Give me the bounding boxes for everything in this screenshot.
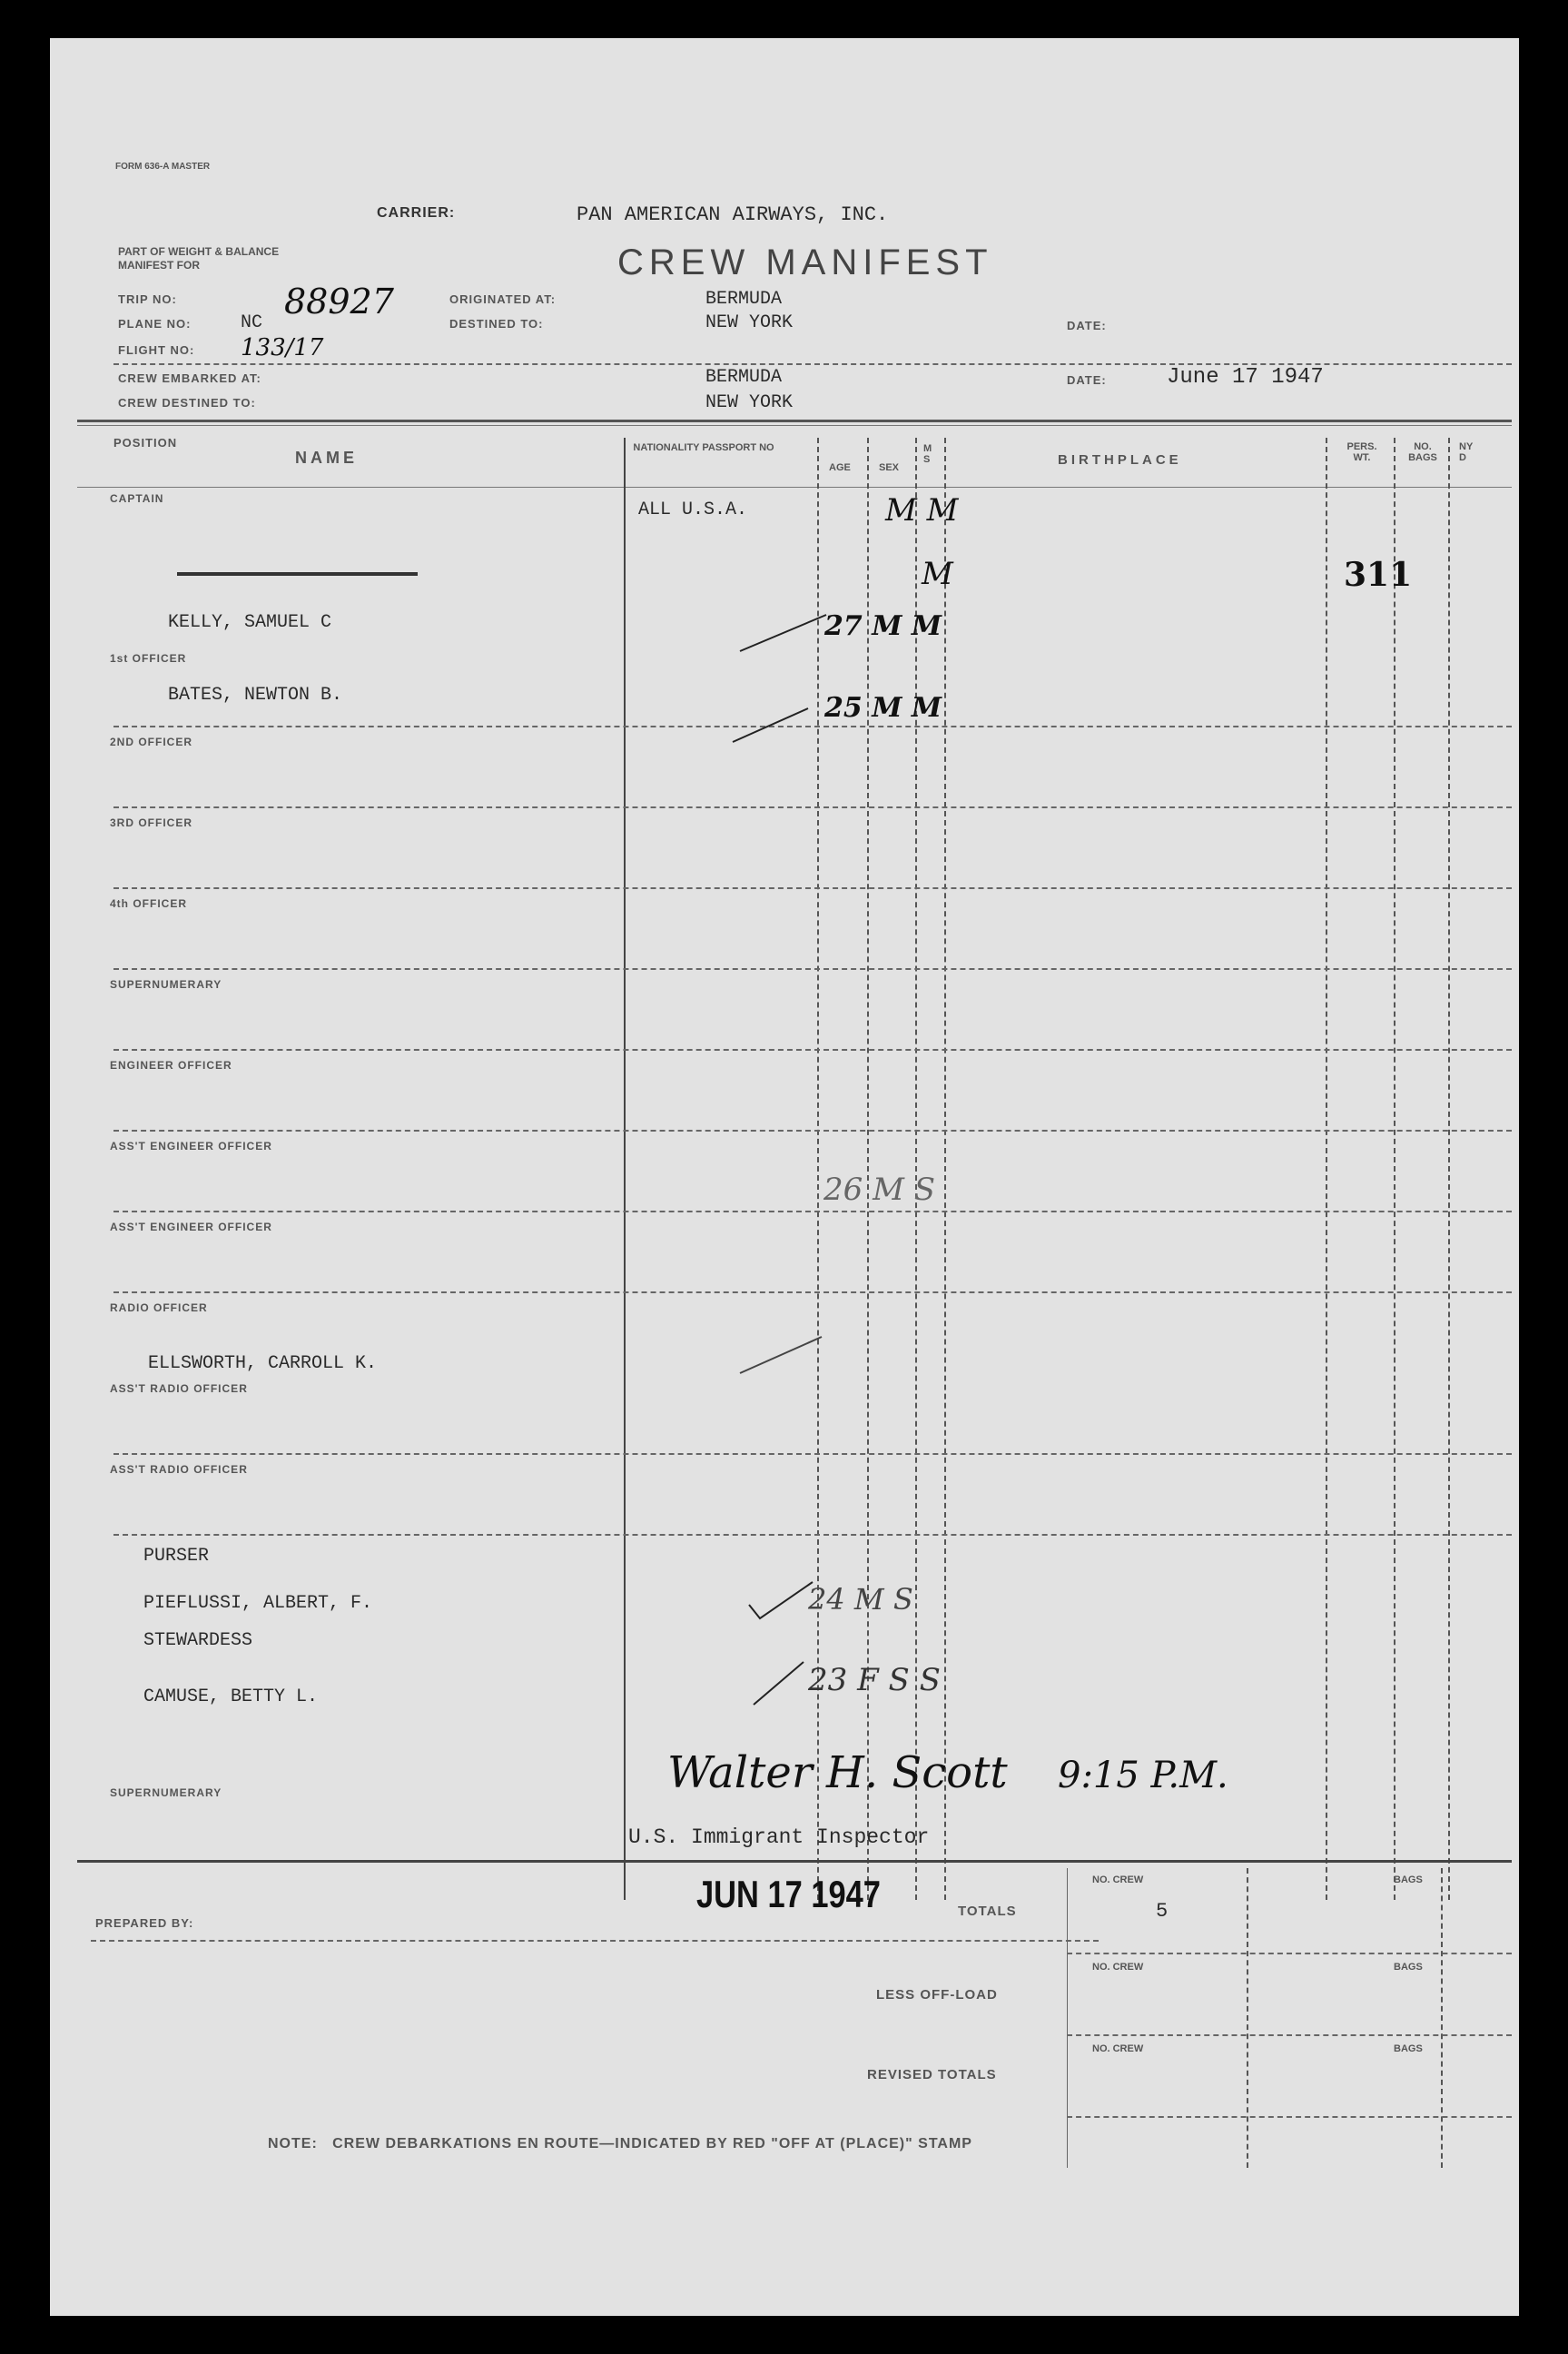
- pers-wt-total: 311: [1344, 556, 1413, 594]
- less-offload-label: LESS OFF-LOAD: [876, 1987, 998, 2003]
- stewardess-name: CAMUSE, BETTY L.: [143, 1686, 319, 1707]
- captain-name: KELLY, SAMUEL C: [168, 612, 332, 633]
- plane-value: NC: [241, 312, 263, 333]
- strike-line: [177, 572, 418, 576]
- destined-label: DESTINED TO:: [449, 317, 544, 331]
- pos-supernumerary: SUPERNUMERARY: [110, 978, 222, 991]
- stewardess-check: [740, 1655, 849, 1718]
- no-crew-label-3: NO. CREW: [1092, 2043, 1144, 2054]
- table-top-border: [77, 420, 1512, 422]
- inspector-signature: Walter H. Scott: [667, 1747, 1008, 1798]
- captain-mark-2: M: [922, 556, 953, 592]
- totals-row-line: [1067, 1953, 1512, 1954]
- captain-mark: M M: [885, 492, 959, 529]
- col-sex: SEX: [879, 462, 900, 473]
- col-divider-bags: [1448, 438, 1450, 1900]
- pos-third: 3RD OFFICER: [110, 816, 193, 829]
- row-line: [113, 1453, 1512, 1455]
- nationality-all: ALL U.S.A.: [638, 499, 748, 520]
- offload-row-line: [1067, 2034, 1512, 2036]
- pos-asst-radio-1: ASS'T RADIO OFFICER: [110, 1382, 248, 1395]
- signature-time: 9:15 P.M.: [1058, 1755, 1228, 1796]
- crew-destined-value: NEW YORK: [705, 392, 794, 413]
- row-line: [113, 1211, 1512, 1212]
- date-label: DATE:: [1067, 319, 1107, 332]
- carrier-value: PAN AMERICAN AIRWAYS, INC.: [577, 203, 889, 226]
- col-name: NAME: [295, 449, 358, 467]
- bags-label-3: BAGS: [1394, 2043, 1423, 2054]
- originated-value: BERMUDA: [705, 289, 783, 310]
- part-of-label: PART OF WEIGHT & BALANCE: [118, 245, 280, 258]
- first-officer-age-sex: 25 M M: [824, 692, 942, 724]
- col-position: POSITION: [113, 436, 178, 450]
- radio-check: [731, 1328, 840, 1382]
- originated-label: ORIGINATED AT:: [449, 292, 557, 306]
- bags-label-1: BAGS: [1394, 1874, 1423, 1885]
- pos-asst-engineer-2: ASS'T ENGINEER OFFICER: [110, 1221, 272, 1233]
- totals-box-left: [1067, 1868, 1068, 2168]
- no-crew-label-2: NO. CREW: [1092, 1962, 1144, 1973]
- pos-asst-engineer-1: ASS'T ENGINEER OFFICER: [110, 1140, 272, 1152]
- col-ms: M S: [923, 443, 932, 465]
- crew-total: 5: [1156, 1900, 1169, 1923]
- received-stamp: JUN 17 1947: [696, 1873, 881, 1915]
- row-line: [113, 1534, 1512, 1536]
- purser-check: [740, 1573, 849, 1637]
- radio-officer-name: ELLSWORTH, CARROLL K.: [148, 1353, 378, 1374]
- col-age: AGE: [829, 462, 851, 473]
- prepared-by-label: PREPARED BY:: [95, 1916, 194, 1930]
- captain-age-sex: 27 M M: [824, 610, 942, 642]
- row-line: [113, 1130, 1512, 1132]
- flight-value: 133/17: [241, 334, 324, 361]
- col-nationality: NATIONALITY PASSPORT NO: [633, 442, 774, 453]
- manifest-page: [50, 38, 1519, 2316]
- pos-engineer: ENGINEER OFFICER: [110, 1059, 232, 1072]
- totals-box-right: [1441, 1868, 1443, 2168]
- plane-label: PLANE NO:: [118, 317, 192, 331]
- purser-label: PURSER: [143, 1546, 210, 1567]
- no-crew-label-1: NO. CREW: [1092, 1874, 1144, 1885]
- col-pers-wt: PERS. WT.: [1346, 441, 1377, 463]
- first-officer-name: BATES, NEWTON B.: [168, 685, 343, 706]
- table-bottom-border: [77, 1860, 1512, 1863]
- stewardess-age-sex: 23 F S S: [808, 1662, 941, 1698]
- asst-eng-age-sex: 26 M S: [823, 1172, 935, 1208]
- revised-row-line: [1067, 2116, 1512, 2118]
- date2-value: June 17 1947: [1167, 365, 1324, 390]
- col-no-bags: NO. BAGS: [1408, 441, 1437, 463]
- row-line: [113, 806, 1512, 808]
- carrier-label: CARRIER:: [377, 205, 456, 221]
- pos-asst-radio-2: ASS'T RADIO OFFICER: [110, 1463, 248, 1476]
- header-row-bottom: [77, 487, 1512, 488]
- check-marks: [685, 610, 885, 774]
- col-divider-wt: [1394, 438, 1395, 1900]
- footer-note: NOTE: CREW DEBARKATIONS EN ROUTE—INDICATED BY RED "OFF AT (PLACE)" STAMP: [268, 2136, 972, 2151]
- date2-label: DATE:: [1067, 373, 1107, 387]
- pos-second: 2ND OFFICER: [110, 736, 193, 748]
- crew-destined-label: CREW DESTINED TO:: [118, 396, 256, 410]
- pos-radio: RADIO OFFICER: [110, 1301, 208, 1314]
- col-divider-ms: [944, 438, 946, 1900]
- manifest-for-label: MANIFEST FOR: [118, 259, 200, 272]
- col-extra: NY D: [1459, 441, 1474, 463]
- purser-name: PIEFLUSSI, ALBERT, F.: [143, 1593, 373, 1614]
- row-line: [113, 1291, 1512, 1293]
- row-line: [113, 1049, 1512, 1051]
- manifest-title: CREW MANIFEST: [617, 242, 993, 282]
- inspector-title: U.S. Immigrant Inspector: [628, 1825, 930, 1849]
- row-line: [113, 887, 1512, 889]
- col-divider-name: [624, 438, 626, 1900]
- row-line: [113, 968, 1512, 970]
- destined-value: NEW YORK: [705, 312, 794, 333]
- stewardess-label: STEWARDESS: [143, 1630, 253, 1651]
- form-number: FORM 636-A MASTER: [115, 162, 211, 172]
- revised-totals-label: REVISED TOTALS: [867, 2067, 997, 2082]
- trip-value: 88927: [284, 282, 394, 321]
- prepared-by-line: [91, 1940, 1099, 1942]
- table-top-border-2: [77, 425, 1512, 426]
- trip-label: TRIP NO:: [118, 292, 177, 306]
- purser-age-sex: 24 M S: [808, 1582, 913, 1617]
- pos-supernumerary-2: SUPERNUMERARY: [110, 1786, 222, 1799]
- crew-embarked-label: CREW EMBARKED AT:: [118, 371, 261, 385]
- bags-label-2: BAGS: [1394, 1962, 1423, 1973]
- totals-label: TOTALS: [958, 1904, 1017, 1919]
- flight-label: FLIGHT NO:: [118, 343, 195, 357]
- col-birthplace: BIRTHPLACE: [1058, 452, 1182, 468]
- col-divider-birth: [1326, 438, 1327, 1900]
- pos-first: 1st OFFICER: [110, 652, 187, 665]
- crew-embarked-value: BERMUDA: [705, 367, 783, 388]
- pos-captain: CAPTAIN: [110, 492, 164, 505]
- pos-fourth: 4th OFFICER: [110, 897, 187, 910]
- totals-box-mid: [1247, 1868, 1248, 2168]
